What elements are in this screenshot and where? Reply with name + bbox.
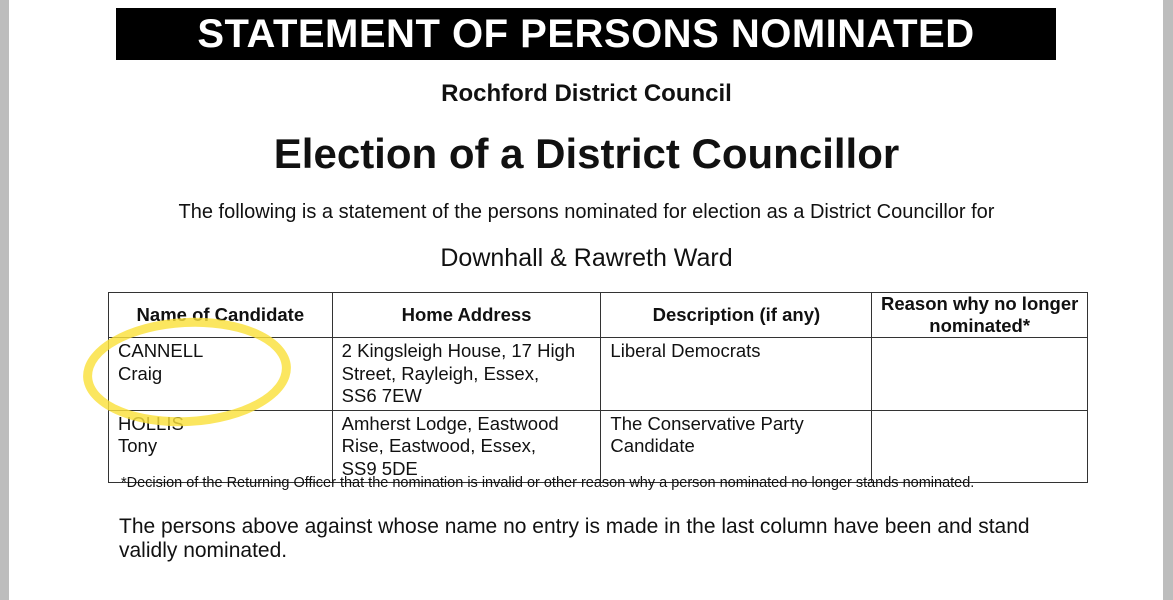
header-name-of-candidate: Name of Candidate bbox=[109, 293, 333, 338]
address-line: Street, Rayleigh, Essex, bbox=[341, 362, 540, 384]
statement-banner: STATEMENT OF PERSONS NOMINATED bbox=[116, 8, 1056, 60]
address-line: Amherst Lodge, Eastwood bbox=[341, 412, 559, 434]
description-line: Liberal Democrats bbox=[610, 340, 761, 361]
ward-name: Downhall & Rawreth Ward bbox=[440, 244, 733, 272]
table-row bbox=[109, 338, 1088, 411]
candidate-reason-cell bbox=[872, 338, 1088, 411]
address-line: Rise, Eastwood, Essex, bbox=[341, 435, 537, 456]
header-reason: Reason why no longer nominated* bbox=[872, 293, 1088, 338]
candidate-surname: CANNELL bbox=[118, 340, 204, 361]
candidate-reason-cell bbox=[872, 410, 1088, 483]
header-description: Description (if any) bbox=[601, 293, 872, 338]
candidate-surname: HOLLIS bbox=[118, 412, 184, 434]
council-name: Rochford District Council bbox=[441, 80, 732, 107]
closing-statement: The persons above against whose name no entry is made in the last column have been and stand validly nominated. bbox=[119, 515, 1030, 562]
candidates-table bbox=[108, 292, 1088, 483]
intro-text: The following is a statement of the persons nominated for election as a District Councillor for bbox=[178, 201, 995, 223]
table-header-row bbox=[109, 293, 1088, 338]
candidate-description-cell bbox=[601, 338, 872, 411]
candidate-address-cell bbox=[332, 338, 601, 411]
candidate-forename: Craig bbox=[118, 362, 163, 384]
candidate-name-cell bbox=[109, 338, 333, 411]
election-title: Election of a District Councillor bbox=[273, 130, 900, 177]
address-line: 2 Kingsleigh House, 17 High bbox=[341, 340, 576, 361]
description-line: Candidate bbox=[610, 435, 695, 456]
description-line: The Conservative Party bbox=[610, 412, 804, 434]
footnote: *Decision of the Returning Officer that the nomination is invalid or other reason why a person nominated no longer stands nominated. bbox=[121, 475, 975, 491]
candidate-description-cell bbox=[601, 410, 872, 483]
address-line: SS6 7EW bbox=[341, 385, 422, 406]
candidate-name-cell bbox=[109, 410, 333, 483]
header-home-address: Home Address bbox=[332, 293, 601, 338]
candidate-address-cell bbox=[332, 410, 601, 483]
table-row bbox=[109, 410, 1088, 483]
candidate-forename: Tony bbox=[118, 435, 158, 456]
address-line: SS9 5DE bbox=[341, 457, 418, 479]
